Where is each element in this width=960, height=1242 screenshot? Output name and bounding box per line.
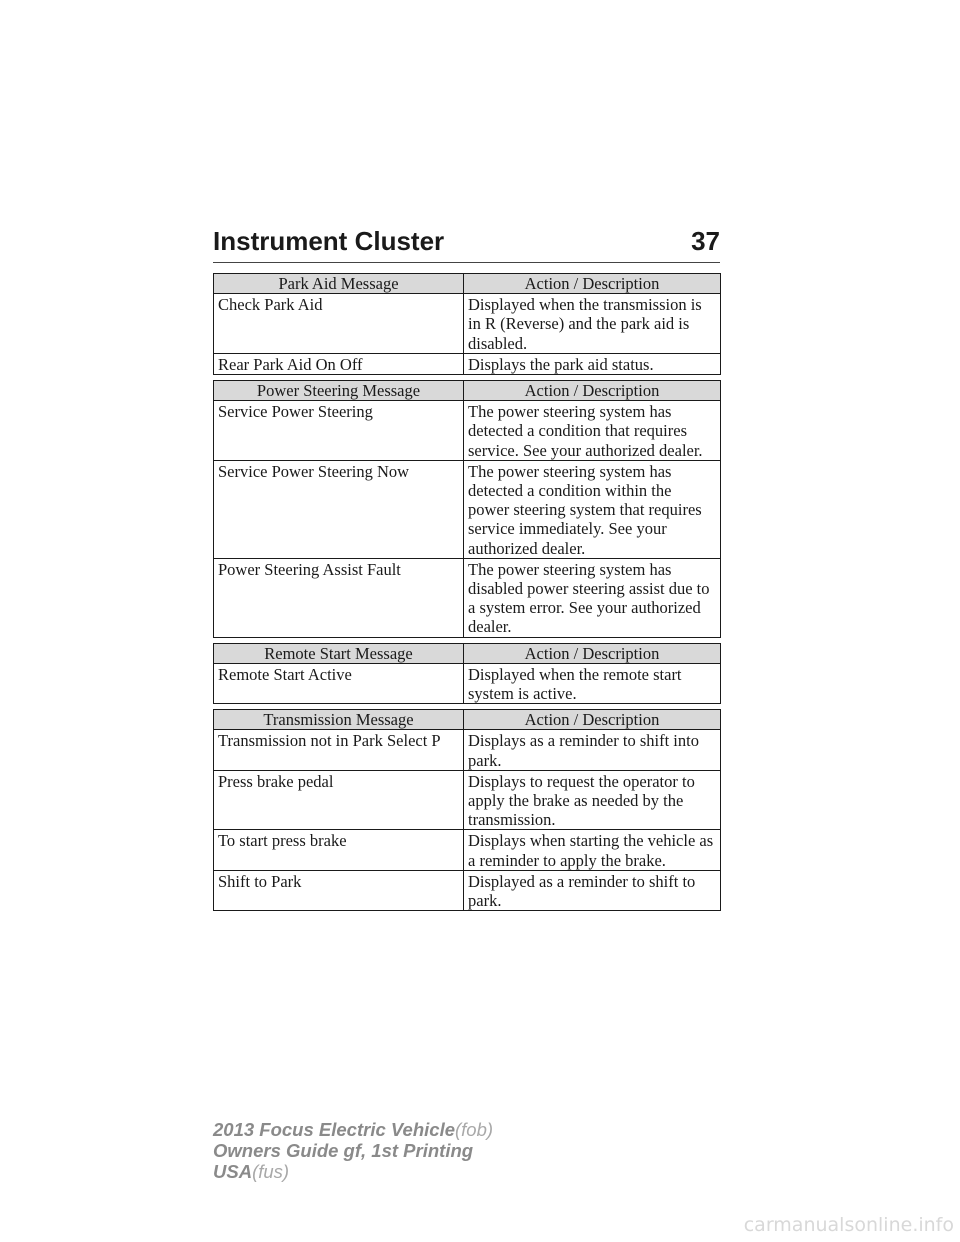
column-header-message: Transmission Message bbox=[214, 710, 464, 730]
description-cell: Displays as a reminder to shift into park. bbox=[464, 730, 721, 770]
footer-line-2 bbox=[213, 1140, 493, 1161]
description-cell: Displays to request the operator to apply the brake as needed by the transmission. bbox=[464, 770, 721, 830]
message-cell: Service Power Steering Now bbox=[214, 460, 464, 558]
page-header bbox=[213, 226, 720, 259]
description-cell: Displays when starting the vehicle as a reminder to apply the brake. bbox=[464, 830, 721, 870]
column-header-message: Power Steering Message bbox=[214, 381, 464, 401]
description-cell: The power steering system has disabled power steering assist due to a system error. See your authorized dealer. bbox=[464, 558, 721, 637]
message-cell: To start press brake bbox=[214, 830, 464, 870]
table-row bbox=[214, 401, 721, 461]
remote-start-table bbox=[213, 643, 721, 705]
table-header-row bbox=[214, 643, 721, 663]
table-row bbox=[214, 558, 721, 637]
description-cell: The power steering system has detected a condition that requires service. See your authorized dealer. bbox=[464, 401, 721, 461]
table-header-row bbox=[214, 381, 721, 401]
table-row bbox=[214, 730, 721, 770]
footer-line-3 bbox=[213, 1161, 493, 1182]
footer-line-1 bbox=[213, 1119, 493, 1140]
message-cell: Service Power Steering bbox=[214, 401, 464, 461]
table-row bbox=[214, 460, 721, 558]
footer-market-code: (fus) bbox=[252, 1161, 290, 1182]
message-cell: Press brake pedal bbox=[214, 770, 464, 830]
column-header-description: Action / Description bbox=[464, 381, 721, 401]
power-steering-table bbox=[213, 380, 721, 638]
message-cell: Shift to Park bbox=[214, 870, 464, 910]
column-header-description: Action / Description bbox=[464, 274, 721, 294]
transmission-table bbox=[213, 709, 721, 911]
footer-guide: Owners Guide gf, 1st Printing bbox=[213, 1140, 474, 1161]
column-header-message: Park Aid Message bbox=[214, 274, 464, 294]
description-cell: Displayed when the remote start system is active. bbox=[464, 663, 721, 703]
header-divider bbox=[213, 262, 720, 263]
description-cell: Displayed when the transmission is in R (Reverse) and the park aid is disabled. bbox=[464, 294, 721, 354]
column-header-description: Action / Description bbox=[464, 643, 721, 663]
page-number: 37 bbox=[691, 226, 720, 256]
table-row bbox=[214, 353, 721, 374]
column-header-message: Remote Start Message bbox=[214, 643, 464, 663]
table-row bbox=[214, 770, 721, 830]
message-cell: Check Park Aid bbox=[214, 294, 464, 354]
table-row bbox=[214, 830, 721, 870]
table-row bbox=[214, 294, 721, 354]
watermark: carmanualsonline.info bbox=[743, 1214, 954, 1236]
message-cell: Transmission not in Park Select P bbox=[214, 730, 464, 770]
document-footer bbox=[213, 1119, 493, 1182]
message-cell: Power Steering Assist Fault bbox=[214, 558, 464, 637]
table-header-row bbox=[214, 274, 721, 294]
message-cell: Remote Start Active bbox=[214, 663, 464, 703]
table-row bbox=[214, 870, 721, 910]
footer-vehicle-code: (fob) bbox=[455, 1119, 494, 1140]
footer-market: USA bbox=[213, 1161, 253, 1182]
column-header-description: Action / Description bbox=[464, 710, 721, 730]
description-cell: The power steering system has detected a condition within the power steering system that requires service immediately. See your authorized dealer. bbox=[464, 460, 721, 558]
section-title: Instrument Cluster bbox=[213, 226, 445, 256]
table-row bbox=[214, 663, 721, 703]
description-cell: Displays the park aid status. bbox=[464, 353, 721, 374]
footer-vehicle: 2013 Focus Electric Vehicle bbox=[213, 1119, 455, 1140]
message-cell: Rear Park Aid On Off bbox=[214, 353, 464, 374]
description-cell: Displayed as a reminder to shift to park. bbox=[464, 870, 721, 910]
park-aid-table bbox=[213, 273, 721, 375]
message-tables bbox=[213, 273, 720, 916]
table-header-row bbox=[214, 710, 721, 730]
